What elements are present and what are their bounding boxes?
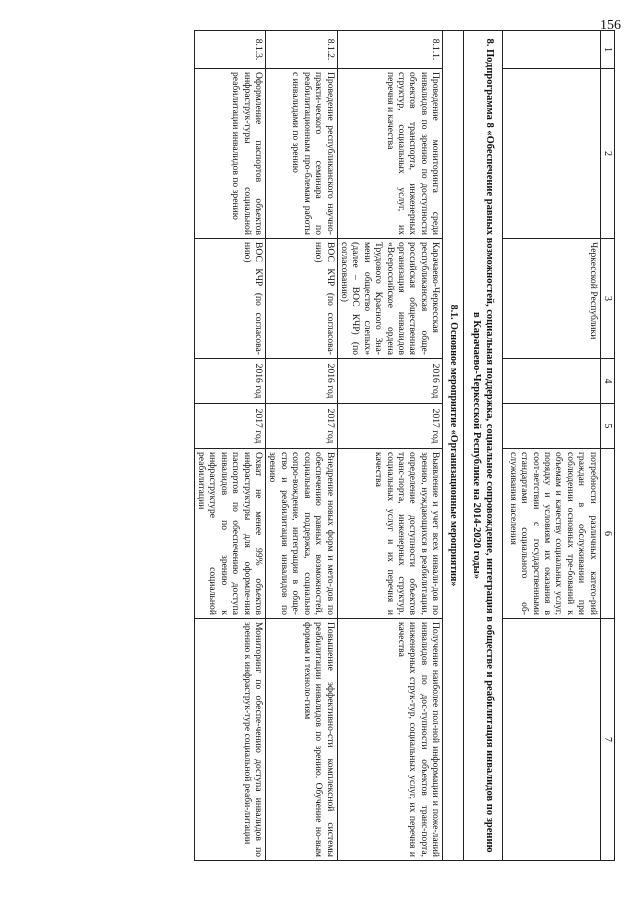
table-cell [502, 359, 600, 404]
end-year: 2017 год [266, 404, 337, 449]
activity-name: Проведение республиканского научно-практи-ческого семинара по реабилитационным про-блемам работы с инвалидами по зрению [266, 69, 337, 239]
end-year: 2017 год [337, 404, 443, 449]
section-row [463, 31, 502, 861]
row-number: 8.1.3. [194, 31, 265, 69]
result-cell: Охват не менее 99% объектов инфраструктуры для оформле-ния паспортов по обеспечению доступа инвалидов по зрению к инфраструктуре социальной реабилитации [194, 449, 265, 619]
executor-cell: Карачаево-Черкесская республиканская обще-российская общественная организация инвалидов «Всероссийское ордена Трудового Красного Зна-мени общество слепых» (далее – ВОС КЧР) (по согласованию) [337, 239, 443, 359]
table-row [337, 31, 443, 861]
end-year: 2017 год [194, 404, 265, 449]
header-cell: 1 [600, 31, 614, 69]
subsection-row [443, 31, 463, 861]
table-row [266, 31, 337, 861]
link-cell: Повышение эффективно-сти комплексной системы реабилитации инвалидов по зрению. Обучение но-вым формам и техноло-гиям [266, 619, 337, 861]
link-cell: Получение наиболее пол-ной информации и поже-ланий инвалидов по дос-тупности объектов транс-порта, инженерных струк-тур, социальных услуг, их перечня и качества [337, 619, 443, 861]
header-row [600, 31, 614, 861]
row-number: 8.1.2. [266, 31, 337, 69]
table-row [194, 31, 265, 861]
table-row [502, 31, 600, 861]
executor-cell: Черкесской Республики [502, 239, 600, 359]
subsection-title: 8.1. Основное мероприятие «Организационные мероприятия» [443, 31, 463, 861]
header-cell: 2 [600, 69, 614, 239]
link-cell: Мониторинг по обеспе-чению доступа инвалидов по зрению к инфраструк-туре социальной реаби-литации [194, 619, 265, 861]
page-number: 156 [600, 18, 621, 33]
header-cell: 6 [600, 449, 614, 619]
table-cell [502, 619, 600, 861]
table-cell [502, 404, 600, 449]
header-cell: 7 [600, 619, 614, 861]
result-cell: Выявление и учет всех инвали-дов по зрению, нуждающихся в реабилитации, определение доступности объектов транс-порта, инженерных структур, социальных услуг и их перечня и качества [337, 449, 443, 619]
activity-name: Проведение мониторинга среди инвалидов по зрению по доступности объектов транспорта, инженерных структур, социальных услуг, их перечня и качества [337, 69, 443, 239]
executor-cell: ВОС КЧР (по согласова-нию) [266, 239, 337, 359]
row-number: 8.1.1. [337, 31, 443, 69]
start-year: 2016 год [337, 359, 443, 404]
executor-cell: ВОС КЧР (по согласова-нию) [194, 239, 265, 359]
header-cell: 5 [600, 404, 614, 449]
start-year: 2016 год [194, 359, 265, 404]
start-year: 2016 год [266, 359, 337, 404]
section-title: 8. Подпрограмма 8 «Обеспечение равных возможностей, социальная поддержка, социальное сопровождение, интеграция в обществе и реабилитация инвалидов по зрению в Карачаево-Черкесской Республике на 2014-2020 годы» [463, 31, 502, 861]
program-table [194, 30, 615, 861]
result-cell: Внедрение новых форм и мето-дов по обеспечению равных возможностей, социальная поддержка, социально сопро-вождение, интеграция в обще-ство и реабилитация инвалидов по зрению [266, 449, 337, 619]
activity-name: Оформление паспортов объектов инфраструк-туры социальной реабилитации инвалидов по зрению [194, 69, 265, 239]
header-cell: 3 [600, 239, 614, 359]
table-cell [502, 31, 600, 69]
table-cell [502, 69, 600, 239]
header-cell: 4 [600, 359, 614, 404]
result-cell: потребности различных катего-рий граждан в обслуживании при соблюдении основных тре-бований к объемам и качеству социальных услуг, порядку и условиям их оказания в соот-ветствии с государственными стандартами социального об-служивания населения [502, 449, 600, 619]
rotated-table-container [45, 30, 615, 860]
